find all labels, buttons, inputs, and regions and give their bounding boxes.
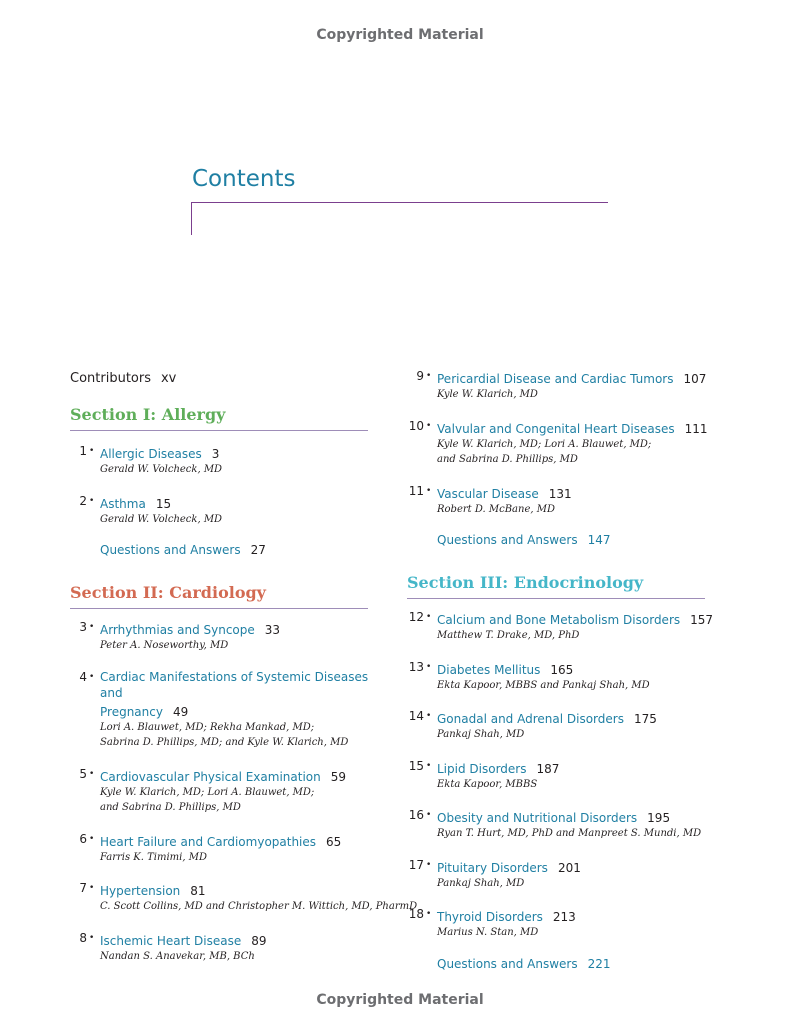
section-heading-allergy: Section I: Allergy <box>70 405 368 431</box>
chapter-page: 175 <box>633 712 657 726</box>
chapter-authors: Peter A. Noseworthy, MD <box>100 640 229 651</box>
chapter-page: 131 <box>548 486 572 501</box>
chapter-entry[interactable] <box>407 807 727 842</box>
chapter-authors: Pankaj Shah, MD <box>437 729 525 740</box>
chapter-page: 65 <box>326 834 342 849</box>
chapter-authors: Ryan T. Hurt, MD, PhD and Manpreet S. Mundi, MD <box>437 828 702 839</box>
section-heading-cardiology: Section II: Cardiology <box>70 583 368 609</box>
chapter-number: 9 <box>416 369 424 383</box>
contributors-page: xv <box>160 371 177 386</box>
chapter-entry[interactable] <box>407 368 727 403</box>
chapter-number: 12 <box>408 610 424 624</box>
questions-and-answers-entry[interactable] <box>70 542 390 558</box>
chapter-entry[interactable] <box>407 758 727 793</box>
chapter-page: 195 <box>647 811 671 825</box>
title-rule-horizontal <box>191 202 608 203</box>
chapter-number: 16 <box>408 808 424 822</box>
chapter-title[interactable]: Calcium and Bone Metabolism Disorders <box>437 613 681 627</box>
chapter-page: 81 <box>190 884 206 898</box>
chapter-entry[interactable] <box>407 857 727 892</box>
chapter-authors: Kyle W. Klarich, MD <box>437 389 538 400</box>
chapter-entry[interactable] <box>407 483 727 518</box>
chapter-authors: Lori A. Blauwet, MD; Rekha Mankad, MD; Sabrina D. Phillips, MD; and Kyle W. Klarich, MD <box>100 721 349 748</box>
chapter-title[interactable]: Gonadal and Adrenal Disorders <box>437 712 624 726</box>
chapter-title[interactable]: Obesity and Nutritional Disorders <box>437 811 638 825</box>
chapter-title[interactable]: Asthma <box>100 496 146 511</box>
chapter-number: 3 <box>79 620 87 634</box>
bullet-icon: • <box>426 661 432 672</box>
chapter-entry[interactable] <box>407 906 727 941</box>
qa-title[interactable]: Questions and Answers <box>437 533 578 547</box>
chapter-title[interactable]: Pituitary Disorders <box>437 860 548 875</box>
chapter-page: 213 <box>552 910 576 924</box>
contributors-entry[interactable] <box>70 370 390 388</box>
chapter-authors: Nandan S. Anavekar, MB, BCh <box>100 950 255 962</box>
bullet-icon: • <box>89 671 95 682</box>
chapter-title[interactable]: Lipid Disorders <box>437 761 527 776</box>
chapter-number: 18 <box>408 907 424 921</box>
chapter-authors: Farris K. Timimi, MD <box>100 851 207 863</box>
chapter-authors: Robert D. McBane, MD <box>437 503 555 515</box>
chapter-authors: Ekta Kapoor, MBBS <box>437 778 538 790</box>
section-heading-endocrinology: Section III: Endocrinology <box>407 573 705 599</box>
toc-right-column <box>407 368 727 997</box>
chapter-title[interactable]: Arrhythmias and Syncope <box>100 623 255 637</box>
chapter-number: 5 <box>79 766 87 781</box>
bullet-icon: • <box>89 768 95 779</box>
copyright-header: Copyrighted Material <box>316 27 484 43</box>
bullet-icon: • <box>426 371 432 381</box>
chapter-number: 11 <box>408 483 424 498</box>
chapter-entry[interactable] <box>407 708 727 743</box>
chapter-number: 2 <box>79 493 87 508</box>
chapter-number: 4 <box>79 669 87 684</box>
bullet-icon: • <box>89 833 95 844</box>
bullet-icon: • <box>426 760 432 771</box>
chapter-number: 8 <box>79 930 87 945</box>
chapter-title[interactable]: Ischemic Heart Disease <box>100 933 242 948</box>
chapter-authors: C. Scott Collins, MD and Christopher M. Wittich, MD, PharmD <box>100 901 418 912</box>
chapter-page: 15 <box>155 496 172 511</box>
bullet-icon: • <box>426 485 432 496</box>
chapter-title[interactable]: Diabetes Mellitus <box>437 662 541 677</box>
chapter-title[interactable]: Vascular Disease <box>437 486 539 501</box>
chapter-number: 7 <box>79 881 87 895</box>
qa-page: 147 <box>587 533 611 547</box>
page-title: Contents <box>192 166 296 192</box>
chapter-authors: Gerald W. Volcheck, MD <box>100 513 223 525</box>
bullet-icon: • <box>426 612 432 622</box>
questions-and-answers-entry[interactable] <box>407 956 727 972</box>
bullet-icon: • <box>89 932 95 943</box>
chapter-page: 49 <box>172 704 189 719</box>
bullet-icon: • <box>426 810 432 820</box>
chapter-page: 3 <box>211 447 220 461</box>
chapter-number: 10 <box>408 418 424 433</box>
bullet-icon: • <box>89 883 95 893</box>
chapter-authors: Marius N. Stan, MD <box>437 927 539 938</box>
bullet-icon: • <box>426 711 432 721</box>
bullet-icon: • <box>89 622 95 632</box>
bullet-icon: • <box>89 495 95 506</box>
chapter-entry[interactable] <box>70 880 418 915</box>
chapter-number: 6 <box>79 831 87 846</box>
chapter-entry[interactable] <box>70 619 390 654</box>
chapter-page: 165 <box>550 662 574 677</box>
copyright-footer: Copyrighted Material <box>316 992 484 1008</box>
qa-title[interactable]: Questions and Answers <box>100 543 241 557</box>
chapter-page: 157 <box>690 613 714 627</box>
chapter-entry[interactable] <box>407 418 727 468</box>
chapter-page: 201 <box>557 860 581 875</box>
chapter-title[interactable]: Thyroid Disorders <box>437 910 543 924</box>
chapter-authors: Gerald W. Volcheck, MD <box>100 464 223 475</box>
chapter-title[interactable]: Heart Failure and Cardiomyopathies <box>100 834 317 849</box>
chapter-title[interactable]: Valvular and Congenital Heart Diseases <box>437 421 675 436</box>
bullet-icon: • <box>89 446 95 456</box>
qa-page: 27 <box>250 543 266 557</box>
chapter-entry[interactable] <box>70 930 390 965</box>
chapter-entry[interactable] <box>70 443 390 478</box>
chapter-number: 1 <box>79 444 87 458</box>
chapter-entry[interactable] <box>407 609 727 644</box>
chapter-authors: Ekta Kapoor, MBBS and Pankaj Shah, MD <box>437 679 650 691</box>
chapter-title[interactable]: Cardiovascular Physical Examination <box>100 769 321 784</box>
chapter-entry[interactable] <box>70 831 390 866</box>
chapter-authors: Kyle W. Klarich, MD; Lori A. Blauwet, MD; and Sabrina D. Phillips, MD <box>100 786 315 813</box>
bullet-icon: • <box>426 859 432 870</box>
qa-page: 221 <box>587 956 611 971</box>
chapter-title-line[interactable]: Cardiac Manifestations of Systemic Diseases and <box>100 669 369 700</box>
bullet-icon: • <box>426 420 432 431</box>
chapter-authors: Kyle W. Klarich, MD; Lori A. Blauwet, MD; and Sabrina D. Phillips, MD <box>437 438 652 465</box>
chapter-number: 13 <box>408 659 424 674</box>
chapter-page: 59 <box>330 769 347 784</box>
chapter-entry[interactable] <box>70 669 390 751</box>
chapter-title[interactable]: Allergic Diseases <box>100 447 202 461</box>
qa-title[interactable]: Questions and Answers <box>437 956 578 971</box>
chapter-entry[interactable] <box>407 659 727 694</box>
chapter-number: 17 <box>408 857 424 872</box>
contributors-label: Contributors <box>70 371 151 386</box>
chapter-number: 15 <box>408 758 424 773</box>
chapter-page: 111 <box>684 421 708 436</box>
chapter-entry[interactable] <box>70 493 390 528</box>
chapter-title[interactable]: Hypertension <box>100 884 181 898</box>
chapter-entry[interactable] <box>70 766 390 816</box>
chapter-authors: Matthew T. Drake, MD, PhD <box>437 630 580 641</box>
questions-and-answers-entry[interactable] <box>407 532 727 548</box>
chapter-page: 33 <box>264 623 281 637</box>
chapter-authors: Pankaj Shah, MD <box>437 877 525 889</box>
title-rule-vertical <box>191 202 192 235</box>
bullet-icon: • <box>426 909 432 919</box>
chapter-page: 107 <box>683 372 707 386</box>
chapter-number: 14 <box>408 709 424 723</box>
chapter-title[interactable]: Pericardial Disease and Cardiac Tumors <box>437 372 674 386</box>
chapter-page: 89 <box>251 933 267 948</box>
chapter-title-line[interactable]: Pregnancy <box>100 704 163 719</box>
chapter-page: 187 <box>536 761 560 776</box>
